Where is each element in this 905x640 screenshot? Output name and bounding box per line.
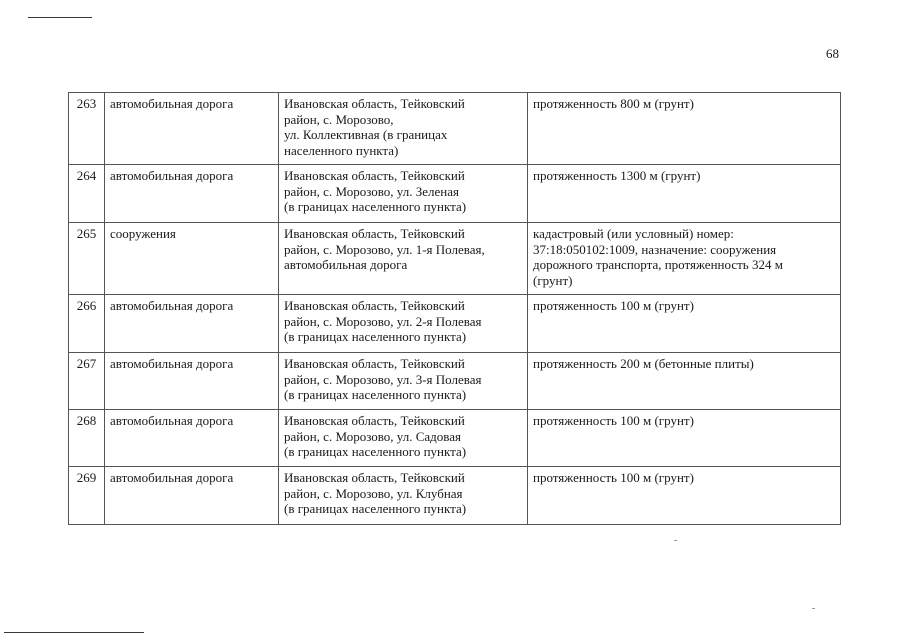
page-number: 68 xyxy=(826,46,839,61)
scan-speck xyxy=(674,540,677,541)
object-address: Ивановская область, Тейковский район, с. Морозово, ул. 3-я Полевая (в границах населенного пункта) xyxy=(279,353,528,410)
row-number: 268 xyxy=(69,410,105,467)
object-description: протяженность 100 м (грунт) xyxy=(528,467,841,525)
object-description: протяженность 100 м (грунт) xyxy=(528,295,841,353)
object-address: Ивановская область, Тейковский район, с. Морозово, ул. 2-я Полевая (в границах населенного пункта) xyxy=(279,295,528,353)
object-name: автомобильная дорога xyxy=(105,295,279,353)
object-name: сооружения xyxy=(105,223,279,295)
object-description: протяженность 200 м (бетонные плиты) xyxy=(528,353,841,410)
object-name: автомобильная дорога xyxy=(105,165,279,223)
object-address: Ивановская область, Тейковский район, с. Морозово, ул. Коллективная (в границах населенного пункта) xyxy=(279,93,528,165)
table-row xyxy=(69,295,841,353)
row-number: 269 xyxy=(69,467,105,525)
object-address: Ивановская область, Тейковский район, с. Морозово, ул. Клубная (в границах населенного пункта) xyxy=(279,467,528,525)
property-register-table xyxy=(68,92,841,525)
table-row xyxy=(69,410,841,467)
object-address: Ивановская область, Тейковский район, с. Морозово, ул. Садовая (в границах населенного пункта) xyxy=(279,410,528,467)
object-description: кадастровый (или условный) номер: 37:18:050102:1009, назначение: сооружения дорожного транспорта, протяженность 324 м (грунт) xyxy=(528,223,841,295)
row-number: 265 xyxy=(69,223,105,295)
row-number: 267 xyxy=(69,353,105,410)
object-description: протяженность 800 м (грунт) xyxy=(528,93,841,165)
row-number: 264 xyxy=(69,165,105,223)
object-name: автомобильная дорога xyxy=(105,467,279,525)
row-number: 266 xyxy=(69,295,105,353)
table-row xyxy=(69,165,841,223)
bottom-rule xyxy=(4,632,144,633)
object-description: протяженность 1300 м (грунт) xyxy=(528,165,841,223)
table-row xyxy=(69,223,841,295)
object-name: автомобильная дорога xyxy=(105,410,279,467)
table-row xyxy=(69,93,841,165)
scan-speck xyxy=(812,608,815,609)
table-row xyxy=(69,467,841,525)
object-address: Ивановская область, Тейковский район, с. Морозово, ул. 1-я Полевая, автомобильная дорога xyxy=(279,223,528,295)
row-number: 263 xyxy=(69,93,105,165)
top-rule xyxy=(28,17,92,18)
object-name: автомобильная дорога xyxy=(105,93,279,165)
object-name: автомобильная дорога xyxy=(105,353,279,410)
table-row xyxy=(69,353,841,410)
object-description: протяженность 100 м (грунт) xyxy=(528,410,841,467)
object-address: Ивановская область, Тейковский район, с. Морозово, ул. Зеленая (в границах населенного пункта) xyxy=(279,165,528,223)
